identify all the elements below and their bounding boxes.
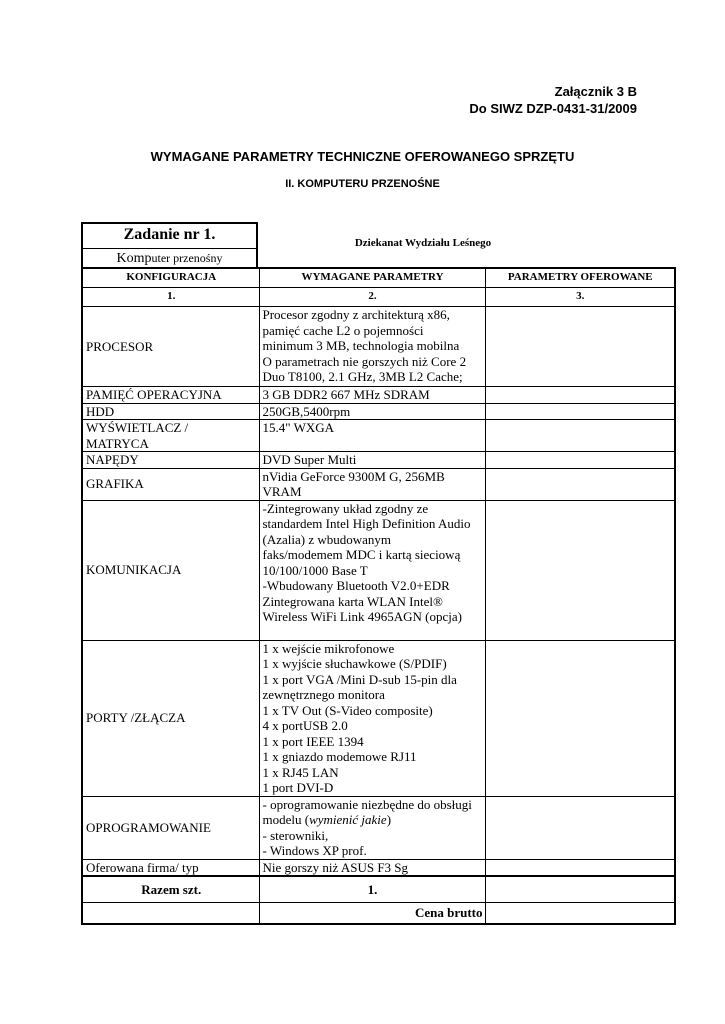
row-required: 250GB,5400rpm — [259, 403, 485, 420]
reference-label: Do SIWZ DZP-0431-31/2009 — [469, 101, 637, 116]
row-offered-input[interactable] — [485, 307, 675, 387]
document-subtitle: II. KOMPUTERU PRZENOŚNE — [285, 178, 440, 190]
row-offered-input[interactable] — [485, 640, 675, 796]
table-header-row — [82, 268, 675, 288]
table-row — [82, 420, 675, 452]
table-row — [82, 468, 675, 500]
document-title: WYMAGANE PARAMETRY TECHNICZNE OFEROWANEGO SPRZĘTU — [150, 149, 575, 164]
table-number-row — [82, 288, 675, 307]
total-value: 1. — [259, 876, 485, 902]
row-offered-input[interactable] — [485, 452, 675, 469]
row-label: NAPĘDY — [82, 452, 259, 469]
task-subtitle-rest: uter przenośny — [151, 251, 223, 265]
row-label: PROCESOR — [82, 307, 259, 387]
row-required: 3 GB DDR2 667 MHz SDRAM — [259, 387, 485, 404]
col-number-1: 1. — [82, 288, 259, 307]
col-number-3: 3. — [485, 288, 675, 307]
table-row — [82, 387, 675, 404]
row-required: 15.4" WXGA — [259, 420, 485, 452]
header-configuration: KONFIGURACJA — [82, 268, 259, 288]
row-label: KOMUNIKACJA — [82, 500, 259, 640]
spec-table — [81, 267, 676, 925]
row-offered-input[interactable] — [485, 859, 675, 876]
department-label: Dziekanat Wydziału Leśnego — [354, 237, 492, 249]
price-row — [82, 902, 675, 924]
price-label: Cena brutto — [259, 902, 485, 924]
row-offered-input[interactable] — [485, 500, 675, 640]
row-required: Procesor zgodny z architekturą x86, pamięć cache L2 o pojemności minimum 3 MB, technologia mobilna O parametrach nie gorszych niż Core 2 Duo T8100, 2.1 GHz, 3MB L2 Cache; — [259, 307, 485, 387]
task-title: Zadanie nr 1. — [123, 226, 216, 243]
row-label: PAMIĘĆ OPERACYJNA — [82, 387, 259, 404]
row-label: Oferowana firma/ typ — [82, 859, 259, 876]
header-offered: PARAMETRY OFEROWANE — [485, 268, 675, 288]
task-divider — [83, 248, 256, 249]
table-row — [82, 859, 675, 876]
table-row — [82, 500, 675, 640]
row-offered-input[interactable] — [485, 387, 675, 404]
row-required: 1 x wejście mikrofonowe 1 x wyjście słuchawkowe (S/PDIF) 1 x port VGA /Mini D-sub 15-pin dla zewnętrznego monitora 1 x TV Out (S-Video composite) 4 x portUSB 2.0 1 x port IEEE 1394 1 x gniazdo modemowe RJ11 1 x RJ45 LAN 1 port DVI-D — [259, 640, 485, 796]
total-offered-input[interactable] — [485, 876, 675, 902]
table-row — [82, 796, 675, 859]
attachment-label: Załącznik 3 B — [554, 84, 637, 99]
row-label: GRAFIKA — [82, 468, 259, 500]
price-spacer — [82, 902, 259, 924]
table-row — [82, 307, 675, 387]
row-label: WYŚWIETLACZ / MATRYCA — [82, 420, 259, 452]
task-subtitle — [83, 251, 256, 267]
row-required: - oprogramowanie niezbędne do obsługi modelu (wymienić jakie) - sterowniki, - Windows XP prof. — [259, 796, 485, 859]
row-offered-input[interactable] — [485, 403, 675, 420]
row-required: DVD Super Multi — [259, 452, 485, 469]
row-required: nVidia GeForce 9300M G, 256MB VRAM — [259, 468, 485, 500]
row-label: HDD — [82, 403, 259, 420]
row-offered-input[interactable] — [485, 796, 675, 859]
col-number-2: 2. — [259, 288, 485, 307]
header-required: WYMAGANE PARAMETRY — [259, 268, 485, 288]
total-row — [82, 876, 675, 902]
row-required: Nie gorszy niż ASUS F3 Sg — [259, 859, 485, 876]
table-row — [82, 640, 675, 796]
row-label: PORTY /ZŁĄCZA — [82, 640, 259, 796]
task-subtitle-prefix: Komp — [116, 251, 152, 266]
table-row — [82, 452, 675, 469]
price-input[interactable] — [485, 902, 675, 924]
row-offered-input[interactable] — [485, 468, 675, 500]
row-offered-input[interactable] — [485, 420, 675, 452]
row-label: OPROGRAMOWANIE — [82, 796, 259, 859]
total-label: Razem szt. — [82, 876, 259, 902]
table-row — [82, 403, 675, 420]
row-required: -Zintegrowany układ zgodny ze standardem Intel High Definition Audio (Azalia) z wbudowanym faks/modemem MDC i kartą sieciową 10/100/1000 Base T -Wbudowany Bluetooth V2.0+EDR Zintegrowana karta WLAN Intel® Wireless WiFi Link 4965AGN (opcja) — [259, 500, 485, 640]
task-box — [81, 222, 258, 267]
